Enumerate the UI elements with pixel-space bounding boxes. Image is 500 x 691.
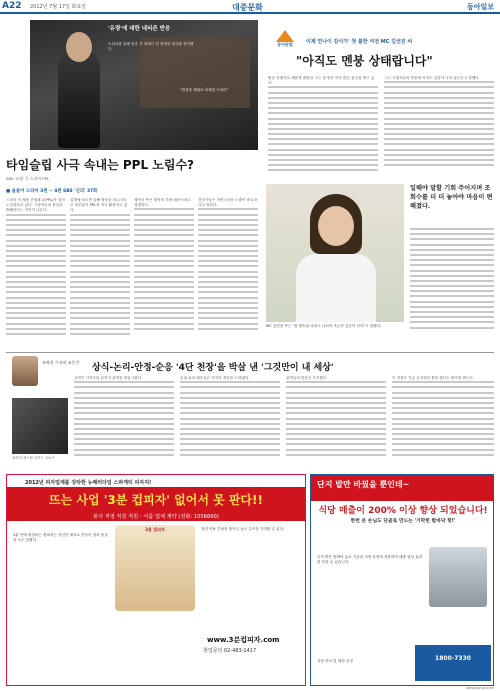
ad-right-phone-box bbox=[415, 645, 491, 681]
ad-left-side-text: 창업 비용 부담을 줄이고 높은 수익을 기대할 수 있다. bbox=[201, 527, 285, 531]
right-column-2 bbox=[384, 76, 494, 178]
photo-overlay-note: 트위터를 통해 방송 후 화제가 된 장면과 대사를 정리했다. bbox=[108, 42, 194, 52]
left-column-1 bbox=[6, 198, 66, 348]
ad-right-head: 단지 발만 바꿨을 뿐인데~ bbox=[317, 480, 410, 489]
middle-column-1-text: 공연은 시작부터 끝까지 관객을 몰입시켰다. bbox=[74, 376, 143, 380]
cup-pizza-product-image bbox=[115, 525, 195, 611]
ad-left-subtitle: 본사 직영 직원 직원 - 식품 업체 계약 (전화: 1056660) bbox=[93, 514, 219, 520]
ad-right-big-text: 식당 매출이 200% 이상 향상 되었습니다! bbox=[318, 506, 488, 516]
ad-left-topline: 2012년 피자업계를 강타한 뉴패러다임 스파게티 피자지! bbox=[25, 480, 152, 486]
left-column-4-text: 전문가들은 자연스러운 노출이 중요하다고 말한다. bbox=[198, 198, 257, 208]
columnist-name: 조학진 기자의 조동간 bbox=[42, 360, 80, 365]
columnist-avatar bbox=[12, 356, 38, 386]
ad-right-sub-text: 한번 본 손님도 단골로 만드는 '기막힌 발바닥 핫!' bbox=[350, 519, 456, 524]
newspaper-logo: 동아일보 bbox=[466, 3, 494, 11]
photo-overlay-quote: "현실을 제대로 파헤친 드라마" bbox=[180, 88, 229, 92]
right-headline: "아직도 멘붕 상태랍니다" bbox=[296, 54, 433, 68]
portrait-face bbox=[318, 206, 354, 246]
left-column-2-text: 업계에 따르면 올해 방송된 미니시리즈 대부분이 PPL을 적극 활용하고 있다. bbox=[70, 198, 128, 213]
middle-column-3-text: 관객들의 반응은 뜨거웠다. bbox=[286, 376, 328, 380]
mc-photo-caption: MC 김선진 씨는 "첫 방송을 마치고 나서야 조금씩 실감이 난다"고 말했다. bbox=[266, 324, 382, 328]
logo-triangle-icon bbox=[276, 30, 294, 42]
middle-headline: 상식-논리-안정-순응 '4단 천장'을 박살 낸 '그것만이 내 세상' bbox=[92, 363, 334, 373]
middle-column-4-text: 이 작품은 기존 뮤지컬의 틀을 깼다는 평가를 받는다. bbox=[392, 376, 475, 380]
left-byline: SBS '유령' 등 드라마 PPL bbox=[6, 176, 49, 181]
ad-right-body: 특허 받은 발바닥 효소 기술을 식당 운영에 적용하여 매출 향상 효과를 얻을 수 있습니다. bbox=[317, 555, 423, 564]
pizza-advertisement[interactable] bbox=[6, 474, 306, 686]
page-number: A22 bbox=[2, 1, 22, 11]
right-kicker: 이제 연나이 감사가' 첫 불한 여전 MC 김선진 씨 bbox=[306, 39, 413, 45]
ad-right-contact: 상담 문의 및 체험 신청 bbox=[317, 659, 353, 663]
drama-photo bbox=[30, 20, 258, 150]
ad-left-phone: 창업문의 02-483-1417 bbox=[203, 648, 257, 654]
restaurant-advertisement[interactable] bbox=[310, 474, 494, 686]
page-header bbox=[0, 0, 500, 14]
ad-right-phone[interactable]: 1800-7330 bbox=[435, 655, 471, 662]
ad-left-headline: 뜨는 사업 '3분 컵피자' 없어서 못 판다!! bbox=[49, 493, 263, 507]
mc-portrait-photo bbox=[266, 184, 404, 322]
drama-photo-caption: 드라마 '유령'의 한 장면. 사이버 수사대를 배경으로 한 이 드라마는 극 중 다양한 제품이 자연스럽게 등장한다. bbox=[100, 132, 260, 141]
left-column-1-text: 드라마 속 제품 간접광고(PPL)가 점점 노골화되고 있다. 시청자들의 몰입을 방해한다는 지적이 나온다. bbox=[6, 198, 65, 213]
middle-column-1 bbox=[74, 376, 174, 468]
right-column-1 bbox=[268, 76, 378, 178]
left-column-3 bbox=[134, 198, 194, 348]
left-column-3-text: 제작사 측은 제작비 부담 때문이라고 설명한다. bbox=[134, 198, 191, 208]
right-column-3 bbox=[410, 228, 494, 346]
ad-left-url[interactable]: www.3분컵피자.com bbox=[207, 636, 280, 644]
pull-quote: 일해야 말할 기회 주어지며 조회수를 더 더 놓아야 마음이 편해졌다. bbox=[410, 185, 493, 210]
footer-url[interactable]: www.donga.com bbox=[465, 686, 494, 690]
section-divider bbox=[6, 352, 494, 353]
left-headline: 타임슬립 사극 속내는 PPL 노림수? bbox=[6, 158, 195, 172]
left-column-4 bbox=[198, 198, 258, 348]
band-photo bbox=[12, 398, 68, 454]
left-subhead: ■ 올들어 드라마 3편 ~ 4편 SBS '신의' 37화 bbox=[6, 189, 98, 194]
photo-figure-head bbox=[66, 32, 92, 62]
logo-text: 동아닷컴 bbox=[277, 42, 293, 47]
right-column-2-text: 그는 시청자들의 반응에 아직도 실감이 나지 않는다고 말했다. bbox=[384, 76, 480, 80]
section-title: 대중문화 bbox=[232, 3, 263, 12]
photo-figure bbox=[58, 48, 100, 148]
left-column-2 bbox=[70, 198, 130, 348]
product-label: 3분 컵피자 bbox=[145, 527, 165, 532]
product-machine-image bbox=[429, 547, 487, 607]
middle-column-2-text: 무대 위의 배우들은 각자의 개성을 드러냈다. bbox=[180, 376, 250, 380]
band-photo-caption: 조하진 캐스팅 사이드 크로즈 bbox=[12, 456, 55, 460]
right-column-1-text: 방송 진행자로 새롭게 출발한 그는 첫 방송 이후 많은 관심을 받고 있다. bbox=[268, 76, 375, 86]
middle-column-3 bbox=[286, 376, 386, 468]
photo-overlay-title: '유령'에 대한 네티즌 반응 bbox=[108, 26, 171, 32]
middle-column-4 bbox=[392, 376, 494, 468]
date-line: 2012년 7월 17일 화요일 bbox=[30, 4, 87, 10]
portrait-body bbox=[296, 254, 376, 322]
donga-logo bbox=[268, 30, 302, 50]
middle-column-2 bbox=[180, 376, 280, 468]
ad-left-body: 3분 만에 완성되는 컵피자는 신선한 재료로 만들어 맛과 품질을 모두 갖췄다. bbox=[13, 533, 108, 542]
